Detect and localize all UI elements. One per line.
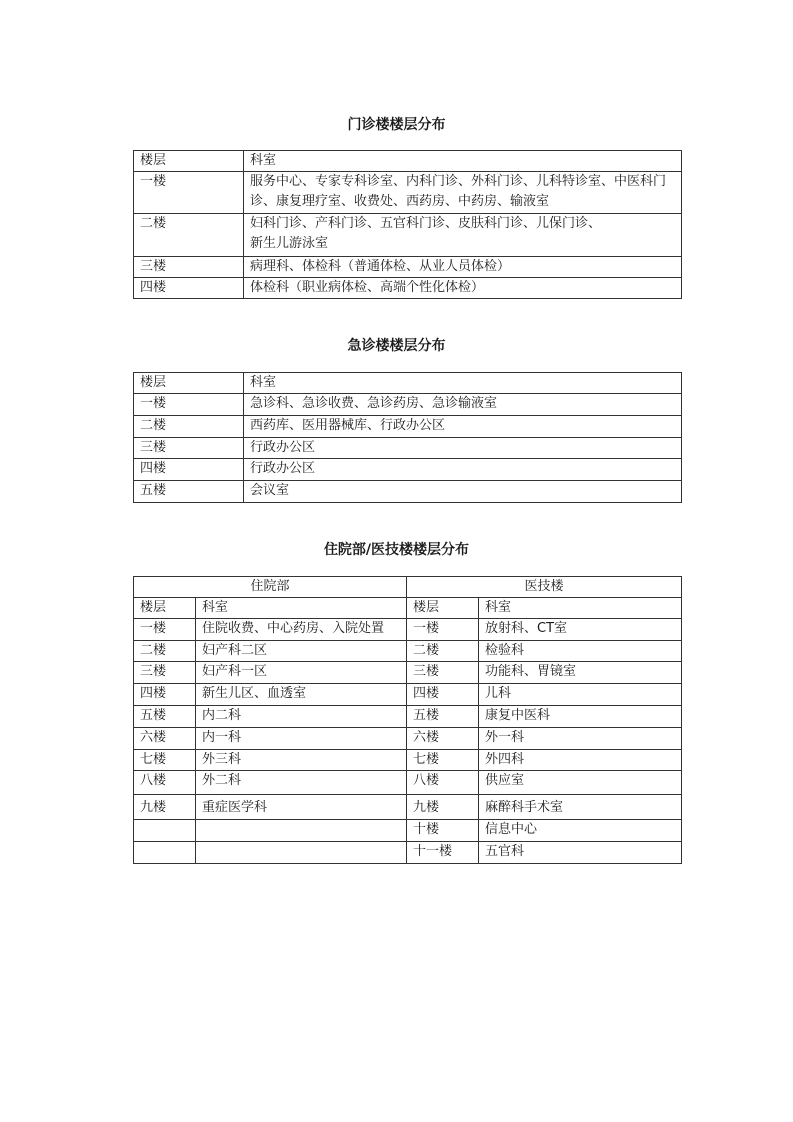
dept-cell: 西药库、医用器械库、行政办公区: [244, 416, 682, 438]
header-dept: 科室: [244, 151, 682, 172]
inpatient-floor-cell: 七楼: [134, 750, 196, 771]
inpatient-dept-cell: 重症医学科: [196, 795, 407, 820]
inpatient-floor-cell: 六楼: [134, 728, 196, 750]
table-row: [134, 438, 682, 459]
inpatient-dept-cell: 内二科: [196, 706, 407, 728]
group-header-row: [134, 577, 682, 598]
inpatient-tech-title: 住院部/医技楼楼层分布: [323, 542, 470, 558]
outpatient-floor-table: [133, 150, 682, 299]
inpatient-floor-cell: 四楼: [134, 684, 196, 706]
tech-floor-cell: 七楼: [407, 750, 479, 771]
table-row: [134, 662, 682, 684]
header-floor: 楼层: [407, 598, 479, 619]
header-floor: 楼层: [134, 151, 244, 172]
table-row: [134, 459, 682, 481]
table-row: [134, 771, 682, 795]
inpatient-dept-cell: [196, 842, 407, 864]
tech-dept-cell: 外一科: [479, 728, 682, 750]
inpatient-floor-cell: 三楼: [134, 662, 196, 684]
inpatient-floor-cell: 二楼: [134, 641, 196, 662]
emergency-title: 急诊楼楼层分布: [347, 338, 446, 354]
tech-dept-cell: 外四科: [479, 750, 682, 771]
tech-floor-cell: 十一楼: [407, 842, 479, 864]
table-header-row: [134, 598, 682, 619]
tech-dept-cell: 五官科: [479, 842, 682, 864]
floor-cell: 四楼: [134, 459, 244, 481]
table-row: [134, 257, 682, 278]
dept-cell: 行政办公区: [244, 438, 682, 459]
emergency-floor-table: [133, 372, 682, 503]
inpatient-floor-cell: [134, 842, 196, 864]
table-header-row: [134, 151, 682, 172]
inpatient-dept-cell: 妇产科一区: [196, 662, 407, 684]
floor-cell: 一楼: [134, 394, 244, 416]
floor-cell: 一楼: [134, 172, 244, 214]
tech-dept-cell: 儿科: [479, 684, 682, 706]
tech-floor-cell: 三楼: [407, 662, 479, 684]
table-row: [134, 795, 682, 820]
tech-floor-cell: 四楼: [407, 684, 479, 706]
inpatient-tech-floor-table: [133, 576, 682, 864]
tech-dept-cell: 供应室: [479, 771, 682, 795]
header-dept: 科室: [479, 598, 682, 619]
dept-cell: 体检科（职业病体检、高端个性化体检）: [244, 278, 682, 299]
header-floor: 楼层: [134, 373, 244, 394]
tech-dept-cell: 麻醉科手术室: [479, 795, 682, 820]
inpatient-floor-cell: [134, 820, 196, 842]
header-dept: 科室: [244, 373, 682, 394]
floor-cell: 二楼: [134, 416, 244, 438]
inpatient-dept-cell: 妇产科二区: [196, 641, 407, 662]
group-inpatient: 住院部: [134, 577, 407, 598]
dept-cell: 会议室: [244, 481, 682, 503]
inpatient-floor-cell: 一楼: [134, 619, 196, 641]
inpatient-dept-cell: 内一科: [196, 728, 407, 750]
group-medical-tech: 医技楼: [407, 577, 682, 598]
dept-cell: 妇科门诊、产科门诊、五官科门诊、皮肤科门诊、儿保门诊、新生儿游泳室: [244, 214, 682, 257]
floor-cell: 五楼: [134, 481, 244, 503]
inpatient-floor-cell: 五楼: [134, 706, 196, 728]
inpatient-floor-cell: 八楼: [134, 771, 196, 795]
floor-cell: 二楼: [134, 214, 244, 257]
tech-dept-cell: 检验科: [479, 641, 682, 662]
tech-dept-cell: 功能科、胃镜室: [479, 662, 682, 684]
tech-dept-cell: 信息中心: [479, 820, 682, 842]
table-row: [134, 394, 682, 416]
table-header-row: [134, 373, 682, 394]
table-row: [134, 172, 682, 214]
inpatient-dept-cell: 外三科: [196, 750, 407, 771]
inpatient-floor-cell: 九楼: [134, 795, 196, 820]
inpatient-dept-cell: 住院收费、中心药房、入院处置: [196, 619, 407, 641]
table-row: [134, 416, 682, 438]
table-row: [134, 619, 682, 641]
tech-floor-cell: 五楼: [407, 706, 479, 728]
table-row: [134, 684, 682, 706]
tech-floor-cell: 一楼: [407, 619, 479, 641]
tech-floor-cell: 九楼: [407, 795, 479, 820]
dept-cell: 服务中心、专家专科诊室、内科门诊、外科门诊、儿科特诊室、中医科门诊、康复理疗室、收费处、西药房、中药房、输液室: [244, 172, 682, 214]
dept-cell: 行政办公区: [244, 459, 682, 481]
table-row: [134, 842, 682, 864]
tech-floor-cell: 十楼: [407, 820, 479, 842]
table-row: [134, 641, 682, 662]
floor-cell: 三楼: [134, 257, 244, 278]
floor-cell: 三楼: [134, 438, 244, 459]
table-row: [134, 820, 682, 842]
inpatient-dept-cell: 外二科: [196, 771, 407, 795]
inpatient-dept-cell: [196, 820, 407, 842]
header-floor: 楼层: [134, 598, 196, 619]
tech-floor-cell: 二楼: [407, 641, 479, 662]
table-row: [134, 706, 682, 728]
header-dept: 科室: [196, 598, 407, 619]
floor-cell: 四楼: [134, 278, 244, 299]
inpatient-dept-cell: 新生儿区、血透室: [196, 684, 407, 706]
tech-dept-cell: 康复中医科: [479, 706, 682, 728]
tech-dept-cell: 放射科、CT室: [479, 619, 682, 641]
dept-cell: 病理科、体检科（普通体检、从业人员体检）: [244, 257, 682, 278]
tech-floor-cell: 六楼: [407, 728, 479, 750]
dept-cell: 急诊科、急诊收费、急诊药房、急诊输液室: [244, 394, 682, 416]
table-row: [134, 214, 682, 257]
table-row: [134, 278, 682, 299]
table-row: [134, 481, 682, 503]
table-row: [134, 750, 682, 771]
tech-floor-cell: 八楼: [407, 771, 479, 795]
outpatient-title: 门诊楼楼层分布: [347, 117, 446, 133]
table-row: [134, 728, 682, 750]
